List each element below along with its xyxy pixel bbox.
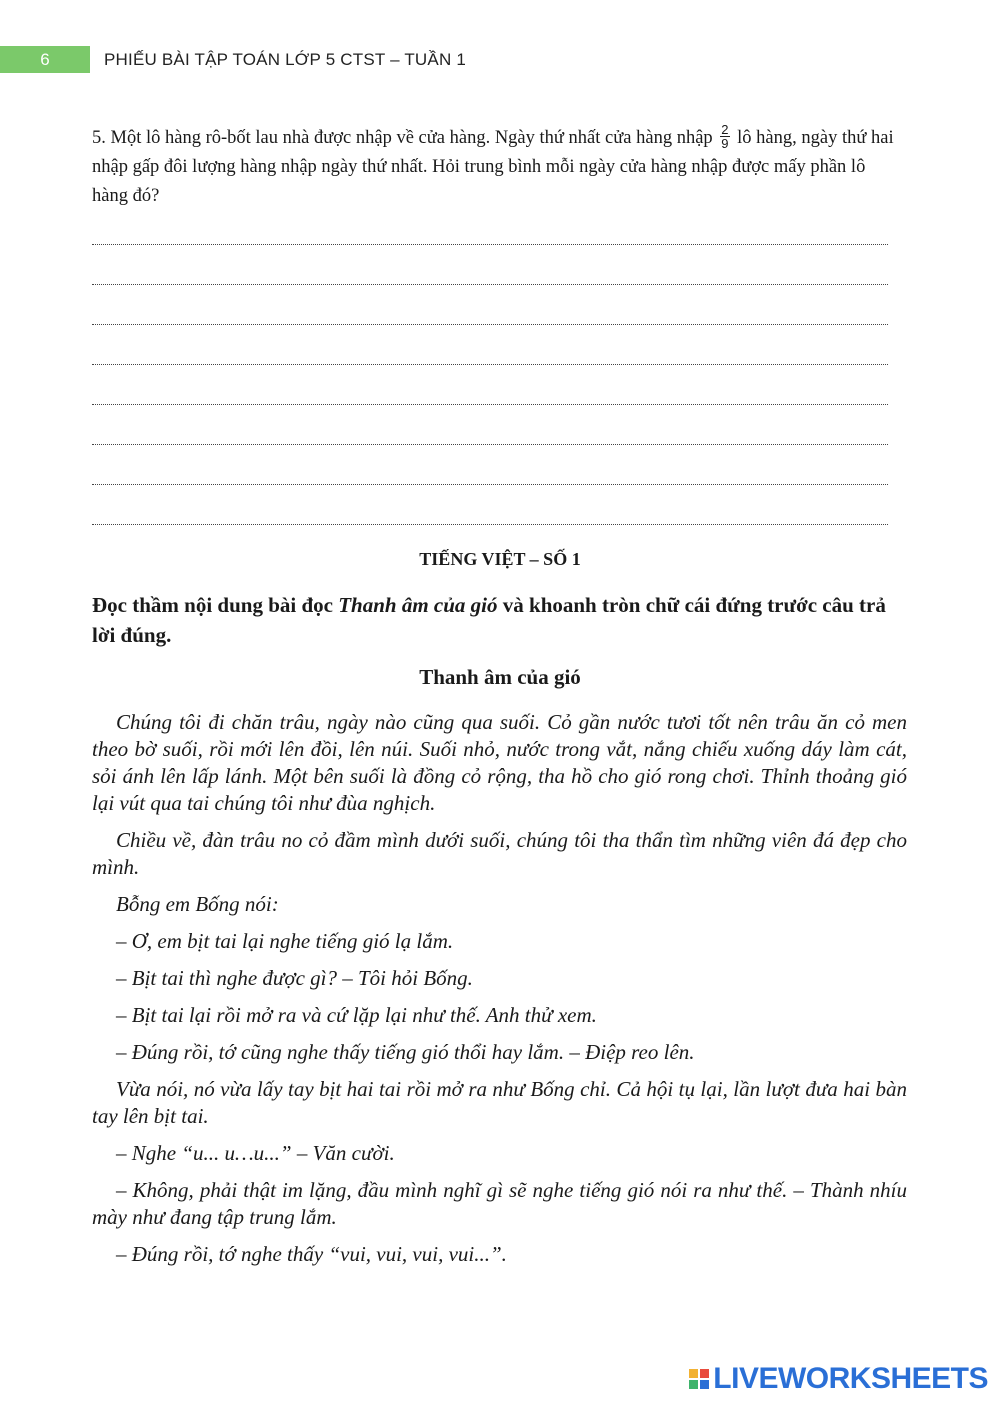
story-paragraph: Chiều về, đàn trâu no cỏ đầm mình dưới suối, chúng tôi tha thẩn tìm những viên đá đẹp cho mình.	[92, 828, 907, 879]
fraction-denominator: 9	[721, 136, 729, 152]
story-paragraph: – Bịt tai thì nghe được gì? – Tôi hỏi Bống.	[116, 966, 473, 990]
header-title: PHIẾU BÀI TẬP TOÁN LỚP 5 CTST – TUẦN 1	[104, 49, 466, 69]
page-number: 6	[0, 46, 90, 73]
story-paragraph: – Đúng rồi, tớ nghe thấy “vui, vui, vui, vui...”.	[116, 1242, 507, 1266]
story-body	[92, 709, 907, 1278]
instruction	[92, 590, 910, 650]
story-paragraph: – Không, phải thật im lặng, đầu mình nghĩ gì sẽ nghe tiếng gió nói ra như thế. – Thành nhíu mày như đang tập trung lắm.	[92, 1178, 907, 1229]
answer-line[interactable]	[92, 285, 888, 325]
fraction	[720, 123, 729, 150]
story-paragraph: – Ơ, em bịt tai lại nghe tiếng gió lạ lắm.	[116, 929, 454, 953]
section-title: TIẾNG VIỆT – SỐ 1	[419, 549, 581, 569]
answer-line[interactable]	[92, 445, 888, 485]
instruction-text-before: Đọc thầm nội dung bài đọc	[92, 593, 339, 617]
answer-lines[interactable]	[92, 232, 888, 525]
logo-square	[689, 1380, 698, 1389]
instruction-book-title: Thanh âm của gió	[338, 593, 498, 617]
answer-line[interactable]	[92, 365, 888, 405]
story-paragraph: Chúng tôi đi chăn trâu, ngày nào cũng qua suối. Cỏ gần nước tươi tốt nên trâu ăn cỏ men theo bờ suối, rồi mới lên đồi, lên núi. Suối nhỏ, nước trong vắt, nắng chiếu xuống dáy làm cát, sỏi ánh lên lấp lánh. Một bên suối là đồng cỏ rộng, tha hồ cho gió rong chơi. Thỉnh thoảng gió lại vút qua tai chúng tôi như đùa nghịch.	[92, 710, 907, 815]
instruction-text-after: và khoanh tròn chữ cái đứng trước câu trả lời đúng.	[92, 593, 886, 647]
brand-name: LIVEWORKSHEETS	[713, 1362, 988, 1395]
logo-square	[689, 1369, 698, 1378]
story-paragraph: – Bịt tai lại rồi mở ra và cứ lặp lại như thế. Anh thử xem.	[116, 1003, 597, 1027]
question-5-text-after: lô hàng, ngày thứ hai nhập gấp đôi lượng hàng nhập ngày thứ nhất. Hỏi trung bình mỗi ngày cửa hàng nhập được mấy phần lô hàng đó?	[92, 128, 894, 206]
story-paragraph: – Đúng rồi, tớ cũng nghe thấy tiếng gió thổi hay lắm. – Điệp reo lên.	[116, 1040, 695, 1064]
fraction-numerator: 2	[721, 122, 729, 138]
liveworksheets-logo[interactable]	[689, 1362, 988, 1396]
page-header	[0, 46, 466, 73]
answer-line[interactable]	[92, 232, 888, 245]
logo-square	[700, 1380, 709, 1389]
liveworksheets-logo-icon	[689, 1369, 709, 1389]
answer-line[interactable]	[92, 485, 888, 525]
answer-line[interactable]	[92, 405, 888, 445]
question-5	[92, 124, 900, 211]
story-paragraph: Bỗng em Bống nói:	[116, 892, 279, 916]
logo-square	[700, 1369, 709, 1378]
question-5-text-before: 5. Một lô hàng rô-bốt lau nhà được nhập về cửa hàng. Ngày thứ nhất cửa hàng nhập	[92, 128, 713, 148]
story-title: Thanh âm của gió	[419, 665, 581, 689]
answer-line[interactable]	[92, 245, 888, 285]
story-paragraph: Vừa nói, nó vừa lấy tay bịt hai tai rồi mở ra như Bống chỉ. Cả hội tụ lại, lần lượt đưa hai bàn tay lên bịt tai.	[92, 1077, 907, 1128]
story-paragraph: – Nghe “u... u…u...” – Văn cười.	[116, 1141, 395, 1165]
answer-line[interactable]	[92, 325, 888, 365]
